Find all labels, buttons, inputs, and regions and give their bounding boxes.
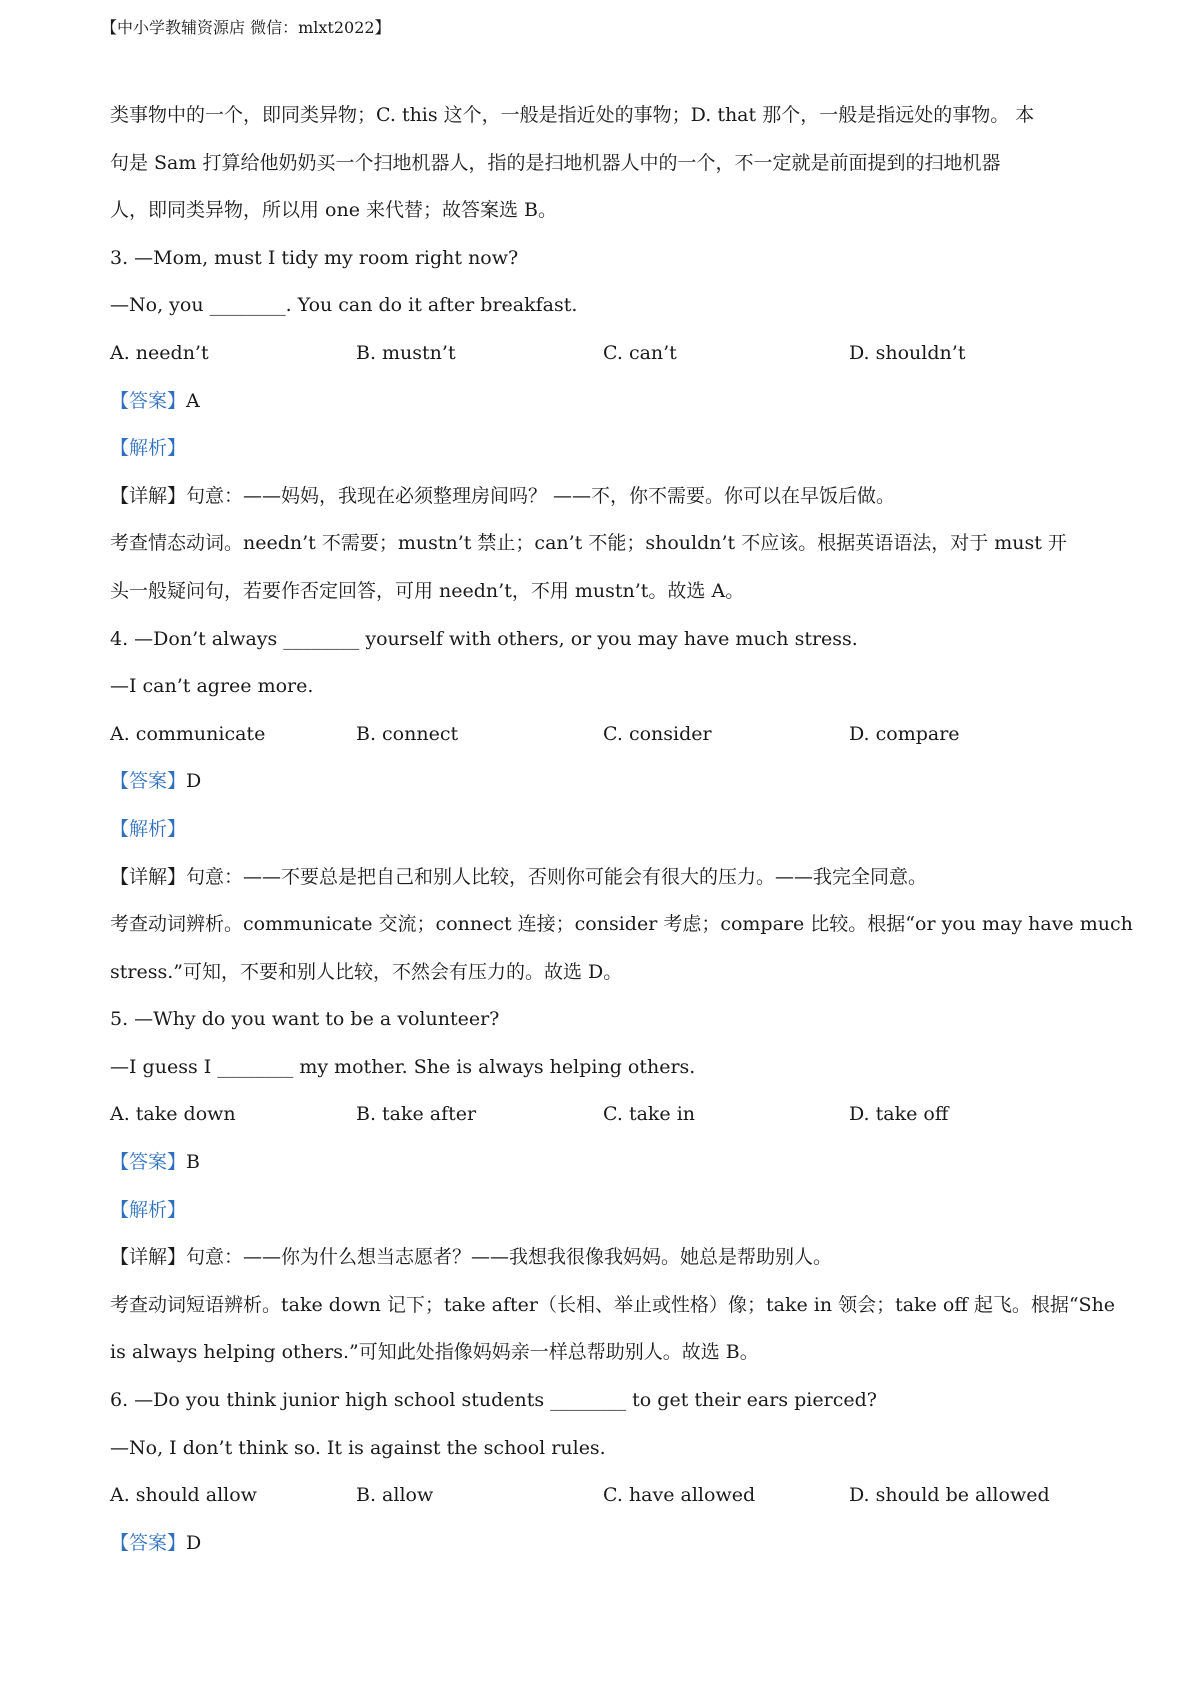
question-stem: —I guess I ________ my mother. She is always helping others. <box>110 1055 696 1078</box>
detail-text: 句意：——不要总是把自己和别人比较，否则你可能会有很大的压力。——我完全同意。 <box>186 865 928 888</box>
answer-label: 【答案】 <box>110 770 187 793</box>
answer-line <box>110 1139 1106 1187</box>
option-c: C. consider <box>603 722 712 745</box>
question-4 <box>110 616 1133 997</box>
option-d: D. compare <box>849 722 960 745</box>
option-d: D. should be allowed <box>849 1484 1050 1507</box>
detail-text: stress.”可知，不要和别人比较，不然会有压力的。故选 D。 <box>110 960 623 983</box>
option-d: D. take off <box>849 1103 949 1126</box>
question-3 <box>110 235 1106 616</box>
question-stem: 6. —Do you think junior high school students ________ to get their ears pierced? <box>110 1389 877 1412</box>
options-row <box>110 330 1106 378</box>
analysis-label: 【解析】 <box>110 817 187 840</box>
option-a: A. needn’t <box>110 341 209 364</box>
answer-label: 【答案】 <box>110 1531 187 1554</box>
detail-label: 【详解】 <box>110 484 187 507</box>
detail-text: 考查动词辨析。communicate 交流；connect 连接；consider 考虑；compare 比较。根据“or you may have much <box>110 913 1133 936</box>
answer-value: A <box>186 389 200 412</box>
analysis-label: 【解析】 <box>110 1198 187 1221</box>
options-row <box>110 1472 1106 1520</box>
document-body <box>110 92 1133 1567</box>
option-a: A. take down <box>110 1103 236 1126</box>
analysis-line <box>110 1187 1106 1235</box>
question-stem: 5. —Why do you want to be a volunteer? <box>110 1008 500 1031</box>
option-a: A. communicate <box>110 722 266 745</box>
question-6 <box>110 1377 1106 1567</box>
answer-value: B <box>186 1151 200 1174</box>
detail-text: 句意：——妈妈，我现在必须整理房间吗？ ——不，你不需要。你可以在早饭后做。 <box>186 484 896 507</box>
question-stem: 4. —Don’t always ________ yourself with others, or you may have much stress. <box>110 627 858 650</box>
options-row <box>110 711 1106 759</box>
options-row <box>110 1091 1106 1139</box>
detail-line <box>110 854 1106 902</box>
detail-line <box>110 1234 1106 1282</box>
detail-text: 考查情态动词。needn’t 不需要；mustn’t 禁止；can’t 不能；shouldn’t 不应该。根据英语语法，对于 must 开 <box>110 532 1067 555</box>
analysis-label: 【解析】 <box>110 437 187 460</box>
question-stem: —I can’t agree more. <box>110 675 314 698</box>
answer-line <box>110 378 1106 426</box>
question-5 <box>110 996 1116 1377</box>
option-b: B. take after <box>356 1103 477 1126</box>
detail-label: 【详解】 <box>110 1246 187 1269</box>
watermark-header: 【中小学教辅资源店 微信：mlxt2022】 <box>101 18 391 37</box>
detail-text: 句意：——你为什么想当志愿者？——我想我很像我妈妈。她总是帮助别人。 <box>186 1246 833 1269</box>
answer-label: 【答案】 <box>110 389 187 412</box>
intro-line: 类事物中的一个，即同类异物；C. this 这个，一般是指近处的事物；D. that 那个，一般是指远处的事物。 本 <box>110 104 1035 126</box>
question-stem: —No, you ________. You can do it after breakfast. <box>110 294 578 317</box>
option-c: C. can’t <box>603 341 677 364</box>
answer-label: 【答案】 <box>110 1151 187 1174</box>
intro-line: 句是 Sam 打算给他奶奶买一个扫地机器人，指的是扫地机器人中的一个，不一定就是前面提到的扫地机器 <box>110 151 1001 174</box>
option-b: B. allow <box>356 1484 434 1507</box>
answer-value: D <box>186 1531 202 1554</box>
option-b: B. mustn’t <box>356 341 456 364</box>
detail-text: 头一般疑问句，若要作否定回答，可用 needn’t，不用 mustn’t。故选 A。 <box>110 579 745 602</box>
answer-line <box>110 758 1106 806</box>
option-b: B. connect <box>356 722 459 745</box>
option-c: C. have allowed <box>603 1484 756 1507</box>
question-stem: —No, I don’t think so. It is against the school rules. <box>110 1436 606 1459</box>
detail-text: 考查动词短语辨析。take down 记下；take after（长相、举止或性格）像；take in 领会；take off 起飞。根据“She <box>110 1293 1116 1316</box>
detail-label: 【详解】 <box>110 865 187 888</box>
detail-text: is always helping others.”可知此处指像妈妈亲一样总帮助别人。故选 B。 <box>110 1341 759 1364</box>
option-a: A. should allow <box>110 1484 257 1507</box>
option-d: D. shouldn’t <box>849 341 966 364</box>
intro-line: 人，即同类异物，所以用 one 来代替；故答案选 B。 <box>110 199 558 222</box>
analysis-line <box>110 425 1106 473</box>
analysis-line <box>110 806 1106 854</box>
answer-value: D <box>186 770 202 793</box>
answer-line <box>110 1520 1106 1568</box>
question-stem: 3. —Mom, must I tidy my room right now? <box>110 246 519 269</box>
option-c: C. take in <box>603 1103 696 1126</box>
detail-line <box>110 473 1106 521</box>
